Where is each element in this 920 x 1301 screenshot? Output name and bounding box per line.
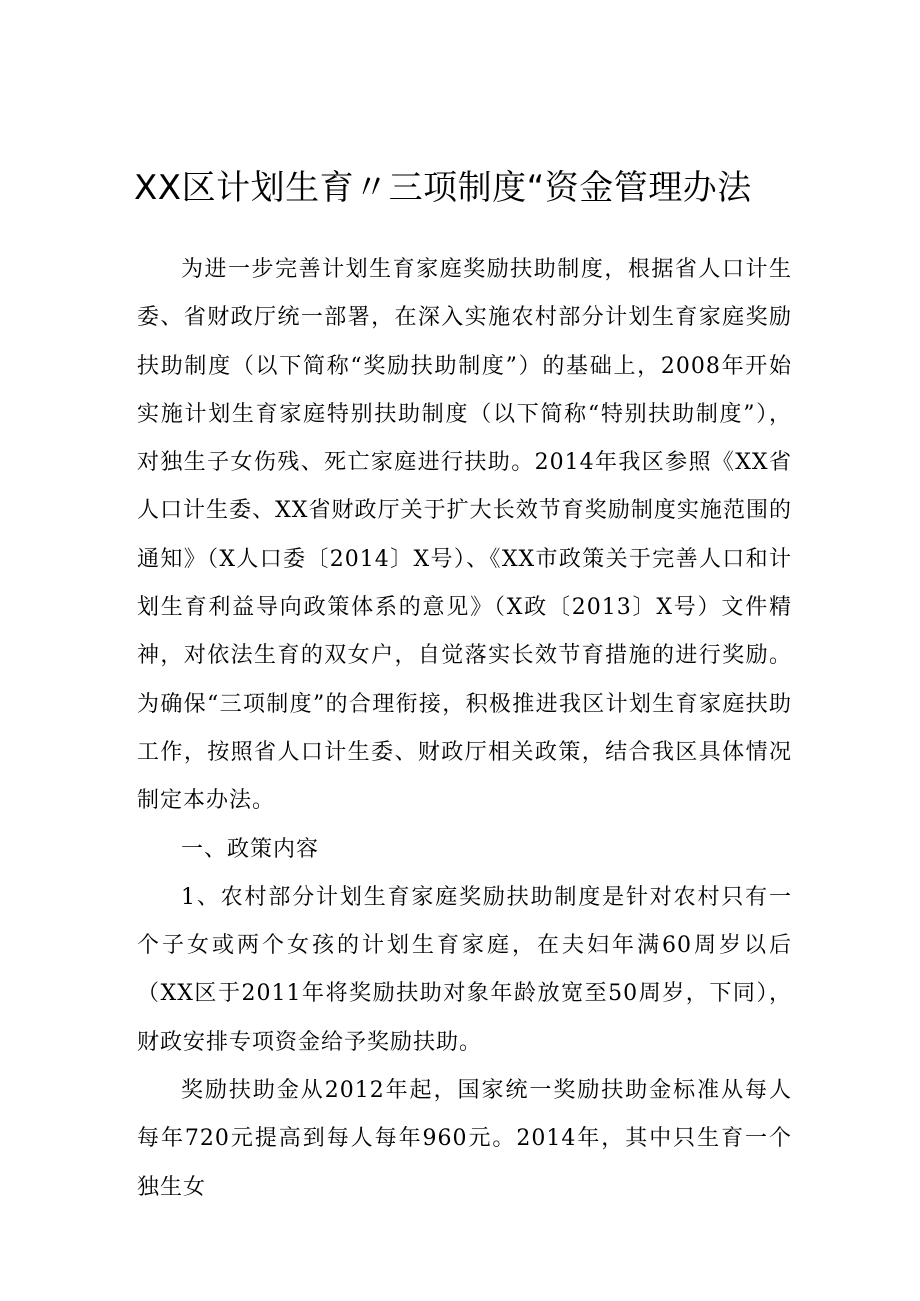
paragraph-reward-standard: 奖励扶助金从2012年起，国家统一奖励扶助金标准从每人每年720元提高到每人每年960元。2014年，其中只生育一个独生女 xyxy=(137,1078,792,1200)
paragraph-intro: 为进一步完善计划生育家庭奖励扶助制度，根据省人口计生委、省财政厅统一部署，在深入实施农村部分计划生育家庭奖励扶助制度（以下简称“奖励扶助制度”）的基础上，2008年开始实施计划生育家庭特别扶助制度（以下简称“特别扶助制度”），对独生子女伤残、死亡家庭进行扶助。2014年我区参照《XX省人口计生委、XX省财政厅关于扩大长效节育奖励制度实施范围的通知》（X人口委〔2014〕X号）、《XX市政策关于完善人口和计划生育利益导向政策体系的意见》（X政〔2013〕X号）文件精神，对依法生育的双女户，自觉落实长效节育措施的进行奖励。为确保“三项制度”的合理衔接，积极推进我区计划生育家庭扶助工作，按照省人口计生委、财政厅相关政策，结合我区具体情况制定本办法。 xyxy=(137,257,792,814)
paragraph-rural-reward-system: 1、农村部分计划生育家庭奖励扶助制度是针对农村只有一个子女或两个女孩的计划生育家庭，在夫妇年满60周岁以后（XX区于2011年将奖励扶助对象年龄放宽至50周岁，下同），财政安排专项资金给予奖励扶助。 xyxy=(137,884,792,1055)
document-body xyxy=(137,246,792,1212)
document-title: XX区计划生育〃三项制度“资金管理办法 xyxy=(134,168,752,208)
section-heading-policy-content: 一、政策内容 xyxy=(181,836,320,862)
